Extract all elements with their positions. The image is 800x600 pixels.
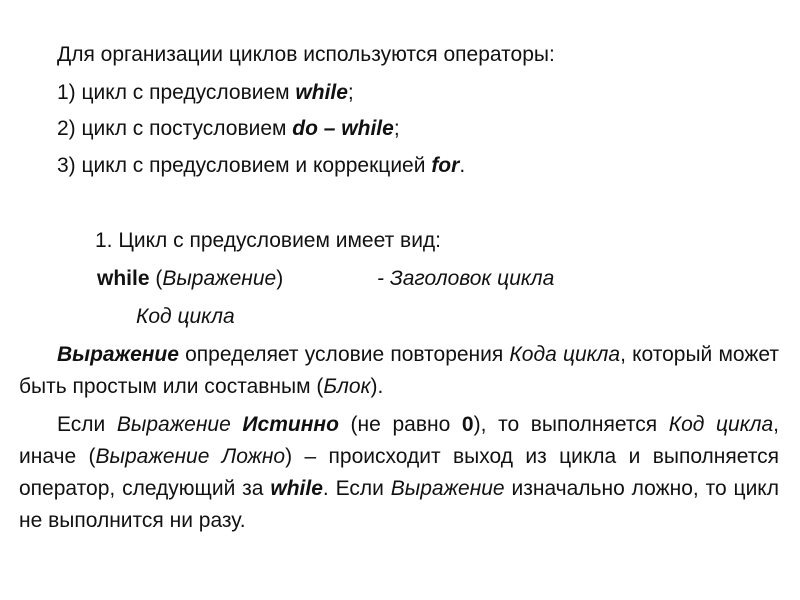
para-text: определяет условие повторения [178,343,510,366]
syntax-body-label [136,304,235,330]
item-punct: ; [347,81,354,104]
term-true: Истинно [242,413,339,436]
term-loop-code: Код цикла [668,413,774,436]
item-text: 3) цикл с предусловием и коррекцией [57,154,432,177]
syntax-paren: ( [149,267,163,290]
para-text: ). [370,375,384,398]
term-expression: Выражение [57,343,179,366]
body-label-text: Код цикла [136,305,235,328]
item-punct: . [459,154,466,177]
syntax-keyword: while [97,267,150,290]
expression-paragraph [19,339,779,403]
comment-text: - Заголовок цикла [377,267,555,290]
list-item-do-while [57,116,400,142]
term-expression-false: Выражение Ложно [95,445,286,468]
para-text: , который может быть простым или составным ( [19,343,779,398]
para-text: (не равно [338,413,462,436]
intro-text: Для организации циклов используются операторы: [57,43,555,66]
para-text: ) – происходит выход из цикла и выполняется оператор, следующий за [19,445,779,500]
syntax-comment [377,266,554,292]
list-item-for [57,153,465,179]
keyword-do-while: do – while [292,117,394,140]
para-text: . Если [322,477,391,500]
keyword-for: for [431,154,460,177]
condition-paragraph [19,409,779,537]
syntax-expression: Выражение [162,267,277,290]
para-text: , иначе ( [19,413,779,468]
term-loop-code: Кода цикла [509,343,621,366]
term-zero: 0 [461,413,474,436]
term-expression: Выражение [116,413,231,436]
syntax-line [97,266,283,292]
intro-line [57,42,555,68]
heading-text: 1. Цикл с предусловием имеет вид: [95,229,442,252]
keyword-while: while [270,477,323,500]
item-text: 2) цикл с постусловием [57,117,293,140]
para-text: Если [57,413,117,436]
term-expression: Выражение [390,477,505,500]
para-text: ), то выполняется [473,413,669,436]
list-item-while [57,80,354,106]
section-heading [95,228,441,254]
term-block: Блок [323,375,371,398]
item-punct: ; [393,117,400,140]
item-text: 1) цикл с предусловием [57,81,296,104]
syntax-paren: ) [276,267,284,290]
keyword-while: while [295,81,348,104]
para-text [231,413,243,436]
para-text: изначально ложно, то цикл не выполнится ни разу. [19,477,779,532]
